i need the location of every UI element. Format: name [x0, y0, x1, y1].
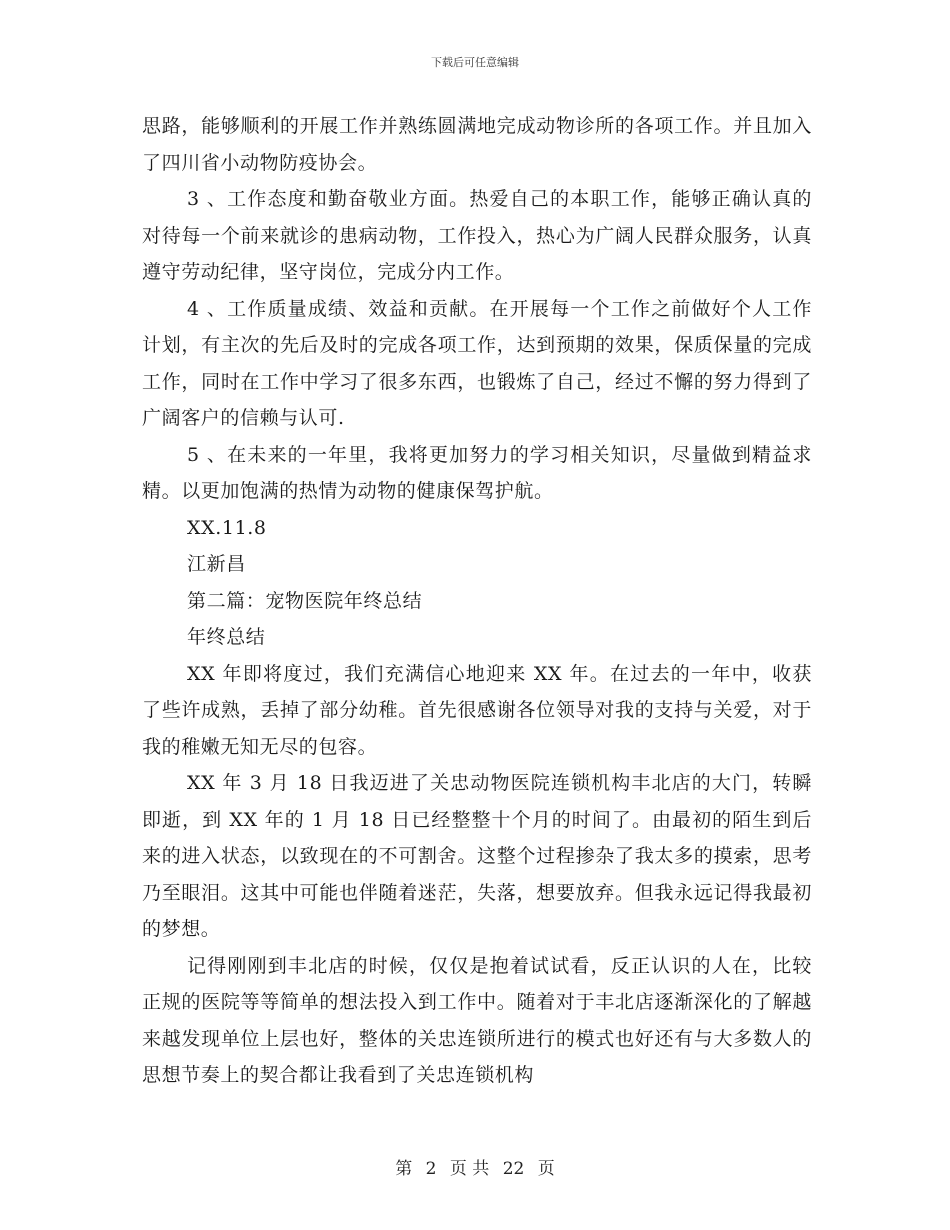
- date-line: XX.11.8: [187, 516, 267, 539]
- author-name: 江新昌: [187, 553, 246, 575]
- total-pages-number: 22: [502, 1159, 525, 1179]
- footer-suffix: 页: [537, 1159, 555, 1179]
- paragraph: XX 年 3 月 18 日我迈进了关忠动物医院连锁机构丰北店的大门，转瞬即逝，到 XX 年的 1 月 18 日已经整整十个月的时间了。由最初的陌生到后来的进入状态，以致现在的不可割舍。这整个过程掺杂了我太多的摸索，思考乃至眼泪。这其中可能也伴随着迷茫，失落，想要放弃。但我永远记得我最初的梦想。: [142, 772, 812, 940]
- paragraph: 思路，能够顺利的开展工作并熟练圆满地完成动物诊所的各项工作。并且加入了四川省小动物防疫协会。: [142, 115, 812, 174]
- section-title: 第二篇：宠物医院年终总结: [187, 589, 423, 612]
- paragraph: 5 、在未来的一年里，我将更加努力的学习相关知识，尽量做到精益求精。以更加饱满的热情为动物的健康保驾护航。: [142, 443, 812, 502]
- paragraph: 3 、工作态度和勤奋敬业方面。热爱自己的本职工作，能够正确认真的对待每一个前来就诊的患病动物，工作投入，热心为广阔人民群众服务，认真遵守劳动纪律，坚守岗位，完成分内工作。: [142, 188, 812, 283]
- paragraph: XX 年即将度过，我们充满信心地迎来 XX 年。在过去的一年中，收获了些许成熟，丢掉了部分幼稚。首先很感谢各位领导对我的支持与关爱，对于我的稚嫩无知无尽的包容。: [142, 662, 812, 758]
- document-body: [142, 108, 812, 1094]
- footer-prefix: 第: [395, 1159, 413, 1179]
- current-page-number: 2: [425, 1159, 437, 1179]
- page-footer: [0, 1154, 950, 1179]
- paragraph: 4 、工作质量成绩、效益和贡献。在开展每一个工作之前做好个人工作计划，有主次的先后及时的完成各项工作，达到预期的效果，保质保量的完成工作，同时在工作中学习了很多东西，也锻炼了自己，经过不懈的努力得到了广阔客户的信赖与认可.: [142, 297, 812, 429]
- page-header: 下载后可任意编辑: [431, 56, 519, 69]
- section-subtitle: 年终总结: [187, 626, 266, 648]
- footer-mid: 页 共: [449, 1159, 490, 1179]
- paragraph: 记得刚刚到丰北店的时候，仅仅是抱着试试看，反正认识的人在，比较正规的医院等等简单的想法投入到工作中。随着对于丰北店逐渐深化的了解越来越发现单位上层也好，整体的关忠连锁所进行的模式也好还有与大多数人的思想节奏上的契合都让我看到了关忠连锁机构: [142, 954, 812, 1086]
